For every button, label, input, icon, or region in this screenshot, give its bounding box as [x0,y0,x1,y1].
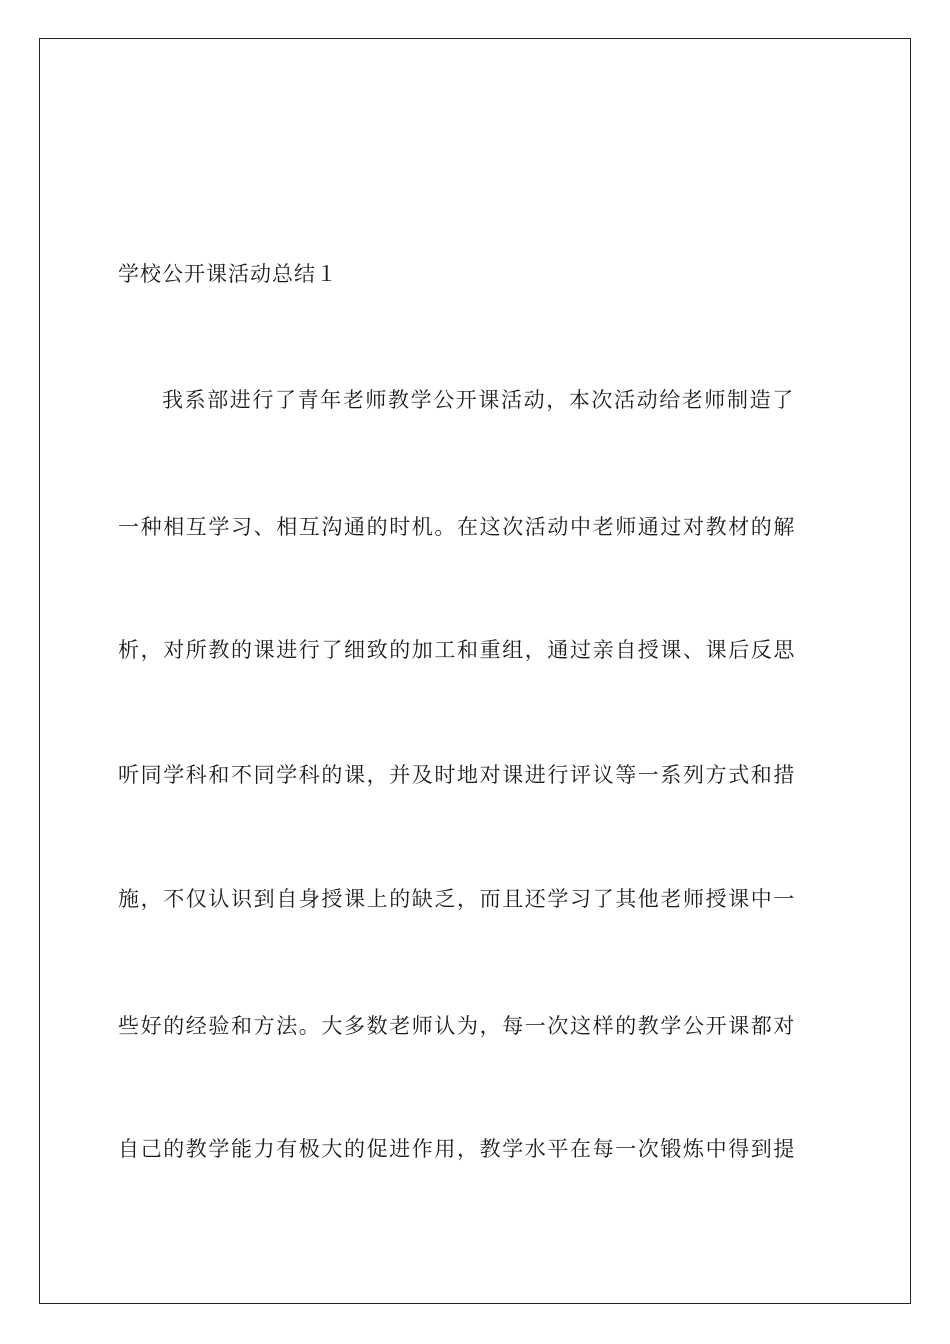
paragraph-line: 析，对所教的课进行了细致的加工和重组，通过亲自授课、课后反思 [118,638,796,662]
page-border [39,38,911,1304]
paragraph-line: 施，不仅认识到自身授课上的缺乏，而且还学习了其他老师授课中一 [118,887,796,911]
paragraph-line: 些好的经验和方法。大多数老师认为，每一次这样的教学公开课都对 [118,1014,796,1038]
paragraph-line: 一种相互学习、相互沟通的时机。在这次活动中老师通过对教材的解 [118,515,796,539]
document-title: 学校公开课活动总结１ [118,262,338,286]
paragraph-line: 我系部进行了青年老师教学公开课活动，本次活动给老师制造了 [162,388,795,412]
paragraph-line: 自己的教学能力有极大的促进作用，教学水平在每一次锻炼中得到提 [118,1137,796,1161]
paragraph-line: 听同学科和不同学科的课，并及时地对课进行评议等一系列方式和措 [118,763,796,787]
